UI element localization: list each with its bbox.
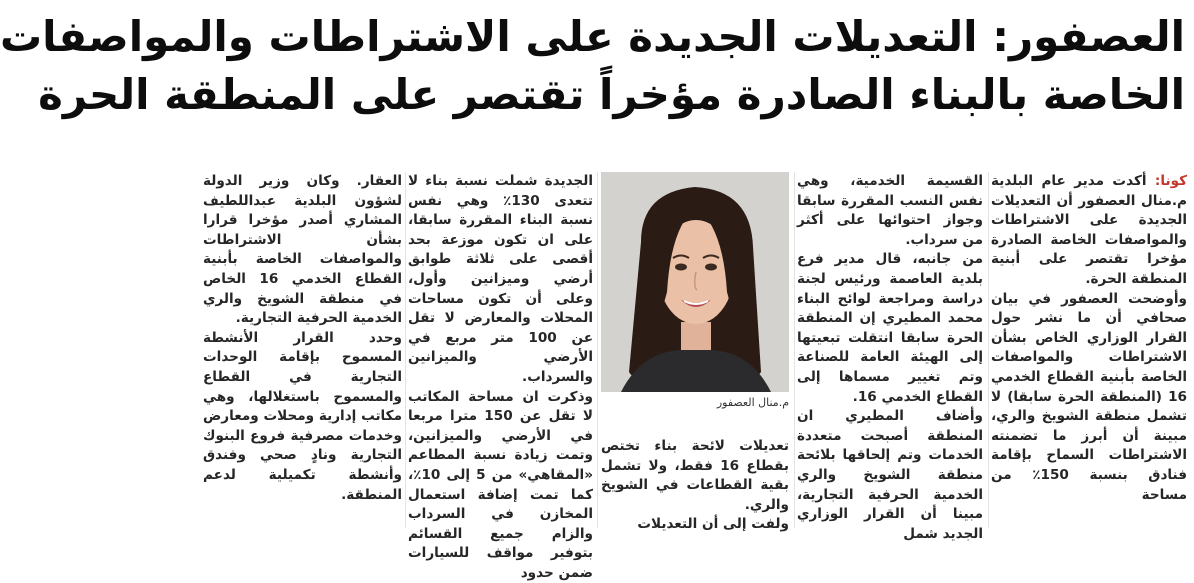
article-column-2 [797,172,983,542]
article-paragraph: ولفت إلى أن التعديلات [637,516,789,533]
article-paragraph [991,172,1187,290]
article-paragraph: وحدد القرار الأنشطة المسموح بإقامة الوحدات التجارية في القطاع والمسموح باستغلالها، وهي مكاتب إدارية ومحلات ومعارض وخدمات مصرفية فروع البنوك التجارية ونادٍ صحي وفندق وأنشطة تكميلية لدعم المنطقة. [203,329,402,503]
headline [0,8,1185,124]
article-column-3 [601,437,789,533]
article-paragraph: تعديلات لائحة بناء تختص بقطاع 16 فقط، ولا تشمل بقية القطاعات في الشويخ والري. [601,438,789,513]
article-paragraph: العقار. وكان وزير الدولة لشؤون البلدية عبداللطيف المشاري أصدر مؤخرا قرارا بشأن الاشتراطات والمواصفات الخاصة بأبنية القطاع الخدمي 16 الخاص في منطقة الشويخ والري الخدمية الحرفية التجارية. [203,173,402,327]
photo-caption: م.منال العصفور [716,396,789,409]
headline-line-2: الخاصة بالبناء الصادرة مؤخراً تقتصر على المنطقة الحرة [38,70,1185,119]
article-text: أكدت مدير عام البلدية م.منال العصفور أن التعديلات الجديدة على الاشتراطات والمواصفات الخاصة الصادرة مؤخرا تقتصر على أبنية المنطقة الحرة. [991,173,1187,287]
column-divider [597,172,598,528]
column-divider [988,172,989,528]
column-divider [794,172,795,528]
article-paragraph: وأضاف المطيري ان المنطقة أصبحت متعددة الخدمات وتم إلحاقها بلائحة منطقة الشويخ والري الخدمية الحرفية التجارية، مبينا أن القرار الوزاري الجديد شمل [797,408,983,542]
article-paragraph: من جانبه، قال مدير فرع بلدية العاصمة ورئيس لجنة دراسة ومراجعة لوائح البناء محمد المطيري إن المنطقة الحرة سابقا انتقلت تبعيتها إلى الهيئة العامة للصناعة وتم تغيير مسماها إلى القطاع الخدمي 16. [797,251,983,405]
article-column-5 [203,172,402,528]
portrait-illustration [601,172,789,392]
kicker-label: كونا: [1154,173,1187,189]
article-paragraph: الجديدة شملت نسبة بناء لا تتعدى 130٪ وهي نفس نسبة البناء المقررة سابقا، على ان تكون موزعة بحد أقصى على ثلاثة طوابق أرضي وميزانين وأول، وعلى أن تكون مساحات المحلات والمعارض لا تقل عن 100 متر مربع في الأرضي والميزانين والسرداب. [408,173,594,385]
headline-line-1: العصفور: التعديلات الجديدة على الاشتراطات والمواصفات [0,12,1185,61]
column-divider [405,172,406,528]
portrait-photo [601,172,789,392]
article-column-4 [408,172,594,581]
article-paragraph: وذكرت ان مساحة المكاتب لا تقل عن 150 مترا مربعا في الأرضي والميزانين، وتمت زيادة نسبة المطاعم «المقاهي» من 5 إلى 10٪، كما تمت إضافة استعمال المخازن في السرداب والزام جميع القسائم بتوفير مواقف للسيارات ضمن حدود [408,388,593,581]
article-paragraph: القسيمة الخدمية، وهي نفس النسب المقررة سابقا وجواز احتوائها على أكثر من سرداب. [797,173,983,248]
article-paragraph: وأوضحت العصفور في بيان صحافي أن ما نشر حول القرار الوزاري الخاص بشأن الاشتراطات والمواصفات الخاصة بأبنية القطاع الخدمي 16 (المنطقة الحرة سابقا) لا تشمل منطقة الشويخ والري، مبينة أن أبرز ما تضمنته الاشتراطات السماح بإقامة فنادق بنسبة 150٪ من مساحة [991,290,1187,503]
article-column-1 [991,172,1187,528]
